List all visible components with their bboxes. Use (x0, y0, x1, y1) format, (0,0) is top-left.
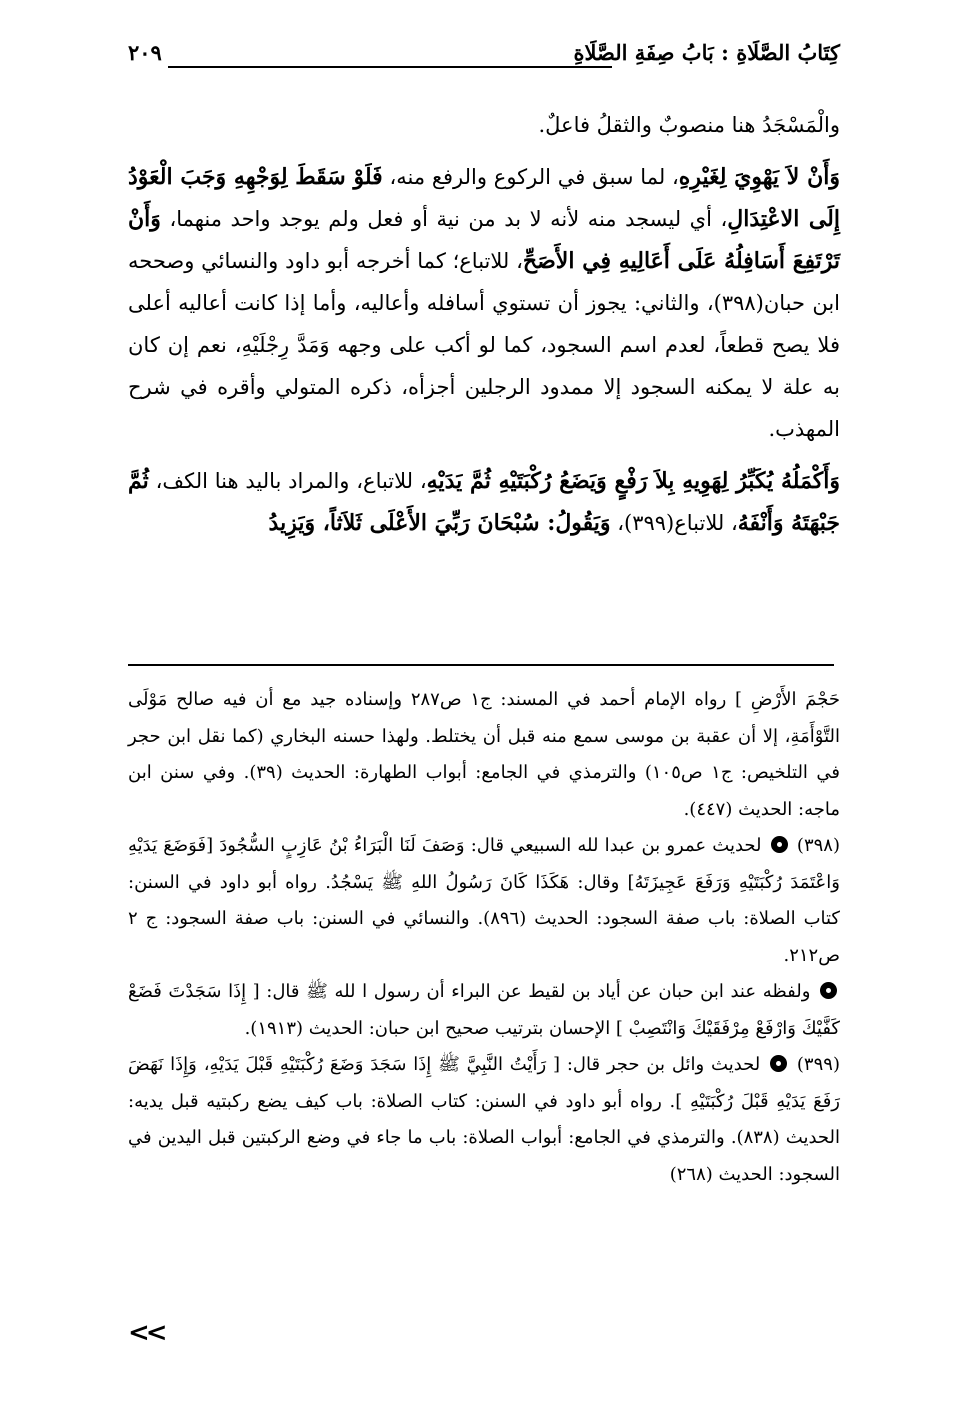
page-number: ٢٠٩ (128, 40, 162, 65)
commentary-text: ، للاتباع، والمراد باليد هنا الكف، (148, 469, 427, 493)
page-header (128, 38, 840, 78)
matn-text: وَأَنْ تَرْتَفِعَ أَسَافِلُهُ عَلَى أَعَالِيهِ فِي الأَصَحِّ (128, 206, 841, 274)
continuation-mark: << (128, 1318, 164, 1348)
paragraph (128, 156, 840, 450)
commentary-text: ، للاتباع؛ كما أخرجه أبو داود والنسائي وصححه ابن حبان(٣٩٨)، والثاني: يجوز أن تستوي أسافله وأعاليه، وأما إذا كانت أعاليه أعلى فلا يصح قطعاً، لعدم اسم السجود، كما لو أكب على وجهه وَمَدَّ رِجْلَيْهِ، نعم إن كان به علة لا يمكنه السجود إلا ممدود الرجلين أجزأه، ذكره المتولي وأقره في شرح المهذب. (128, 249, 841, 441)
paragraph (128, 104, 840, 146)
bullet-ring-icon (771, 836, 788, 853)
main-text (128, 104, 840, 544)
footnote-text: لحديث عمرو بن عبدا لله السبيعي قال: وَصَفَ لَنَا الْبَرَاءُ بْنُ عَازِبٍ السُّجُودَ [فَوَضَعَ يَدَيْهِ وَاعْتَمَدَ رُكْبَتَيْهِ وَرَفَعَ عَجِيزَتَهُ] وقال: هَكَذَا كَانَ رَسُولُ اللهِ ﷺ يَسْجُدُ. رواه أبو داود في السنن: كتاب الصلاة: باب صفة السجود: الحديث (٨٩٦). والنسائي في السنن: باب صفة السجود: ج ٢ ص٢١٢. (128, 835, 841, 966)
matn-text: وَأَكْمَلُهُ يُكَبِّرُ لِهَوِيهِ بِلاَ رَفْعٍ وَيَضَعُ رُكْبَتَيْهِ ثُمَّ يَدَيْهِ (426, 468, 840, 494)
commentary-text: والْمَسْجَدُ هنا منصوبٌ والثقلُ فاعلٌ. (538, 113, 840, 137)
matn-text: وَيَقُولُ: سُبْحَانَ رَبِّيَ الأَعْلَى ثَلاَثاً، وَيَزِيدُ (268, 510, 611, 536)
footnote (128, 682, 840, 828)
bullet-ring-icon (770, 1055, 787, 1072)
footnotes (128, 682, 840, 1193)
footnote (128, 974, 840, 1047)
footnote-number: (٣٩٨) (796, 835, 840, 856)
footnote (128, 828, 840, 974)
footnote-separator (128, 664, 834, 666)
footnote (128, 1047, 840, 1193)
running-title: كِتَابُ الصَّلَاةِ : بَابُ صِفَةِ الصَّلَاةِ (573, 40, 840, 65)
commentary-text: ، لما سبق في الركوع والرفع منه، (382, 165, 679, 189)
commentary-text: ، للاتباع(٣٩٩)، (610, 511, 738, 535)
paragraph (128, 460, 840, 544)
bullet-ring-icon (820, 982, 837, 999)
commentary-text: ، أي ليسجد منه لأنه لا بد من نية أو فعل ولم يوجد واحد منهما، (160, 207, 728, 231)
matn-text: فَلَوْ سَقَطَ لِوَجْهِهِ وَجَبَ الْعَوْدُ إِلَى الاعْتِدَالِ (128, 164, 840, 232)
footnote-text: لحديث وائل بن حجر قال: [ رَأَيْتُ النَّبِيَّ ﷺ إِذَا سَجَدَ وَضَعَ رُكْبَتَيْهِ قَبْلَ يَدَيْهِ، وَإِذَا نَهَضَ رَفَعَ يَدَيْهِ قَبْلَ رُكْبَتَيْهِ ]. رواه أبو داود في السنن: كتاب الصلاة: باب كيف يضع ركبتيه قبل يديه: الحديث (٨٣٨). والترمذي في الجامع: أبواب الصلاة: باب ما جاء في وضع الركبتين قبل اليدين في السجود: الحديث (٢٦٨) (128, 1054, 841, 1185)
footnote-text: حَجْمَ الأَرْضِ ] رواه الإمام أحمد في المسند: ج١ ص٢٨٧ وإسناده جيد مع أن فيه صالح مَوْلَى التَّوْأَمَةِ، إلا أن عقبة بن موسى سمع منه قبل أن يختلط. ولهذا حسنه البخاري (كما نقل ابن حجر في التلخيص: ج١ ص١٠٥) والترمذي في الجامع: أبواب الطهارة: الحديث (٣٩). وفي سنن ابن ماجه: الحديث (٤٤٧). (128, 689, 841, 820)
header-rule (168, 66, 612, 68)
matn-text: ثُمَّ جَبْهَتَهُ وَأَنْفَهُ (128, 468, 840, 536)
footnote-text: ولفظه عند ابن حبان عن أياد بن لقيط عن البراء أن رسول ا لله ﷺ قال: [ إِذَا سَجَدْتَ فَضَعْ كَفَّيْكَ وَارْفَعْ مِرْفَقَيْكَ وَانْتَصِبْ ] الإحسان بترتيب صحيح ابن حبان: الحديث (١٩١٣). (128, 981, 840, 1039)
matn-text: وَأَنْ لاَ يَهْوِيَ لِغَيْرِهِ (678, 164, 840, 190)
footnote-number: (٣٩٩) (796, 1054, 840, 1075)
